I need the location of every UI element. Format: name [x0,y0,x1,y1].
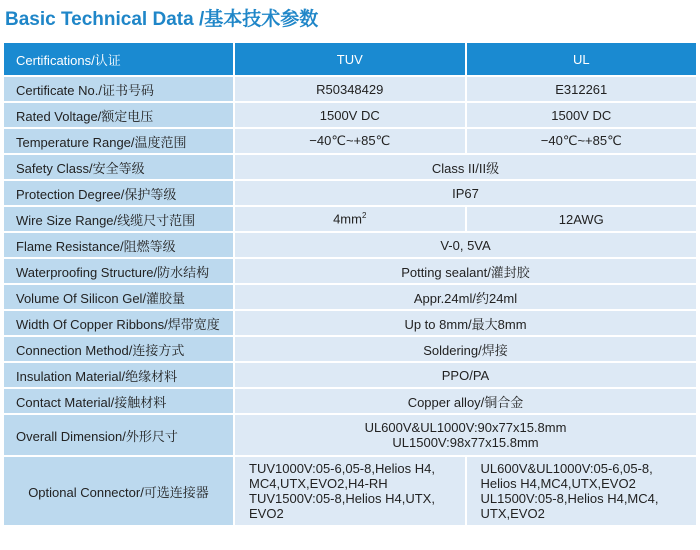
row-label: Width Of Copper Ribbons/焊带宽度 [4,311,233,335]
ul-value: 1500V DC [467,103,697,127]
shared-value: Copper alloy/铜合金 [235,389,696,413]
table-row [4,311,696,335]
tuv-value: R50348429 [235,77,465,101]
table-row [4,129,696,153]
ul-value: 12AWG [467,207,697,231]
dimension-line: UL600V&UL1000V:90x77x15.8mm [364,420,567,435]
table-row [4,259,696,283]
row-label: Contact Material/接触材料 [4,389,233,413]
connector-line: UL600V&UL1000V:05-6,05-8, [480,461,653,476]
ul-value: −40℃~+85℃ [467,129,697,153]
shared-value: Potting sealant/灌封胶 [235,259,696,283]
shared-value: Up to 8mm/最大8mm [235,311,696,335]
row-label: Connection Method/连接方式 [4,337,233,361]
shared-value: IP67 [235,181,696,205]
table-row [4,363,696,387]
row-label: Optional Connector/可选连接器 [4,457,233,525]
shared-value [235,415,696,455]
table-row [4,337,696,361]
ul-value: E312261 [467,77,697,101]
page-title: Basic Technical Data /基本技术参数 [5,9,319,30]
row-label: Flame Resistance/阻燃等级 [4,233,233,257]
row-label: Wire Size Range/线缆尺寸范围 [4,207,233,231]
wire-size-value: 4mm [333,211,362,227]
header-ul: UL [467,43,697,75]
ul-value [467,457,697,525]
table-row [4,389,696,413]
table-row [4,77,696,101]
connector-line: UL1500V:05-8,Helios H4,MC4, [480,491,659,506]
shared-value: PPO/PA [235,363,696,387]
table-row [4,155,696,179]
table-row [4,233,696,257]
header-tuv: TUV [235,43,465,75]
tuv-value [235,457,465,525]
row-label: Temperature Range/温度范围 [4,129,233,153]
connector-line: Helios H4,MC4,UTX,EVO2 [480,476,636,491]
superscript: 2 [361,211,367,221]
row-label: Safety Class/安全等级 [4,155,233,179]
table-row [4,103,696,127]
row-label: Insulation Material/绝缘材料 [4,363,233,387]
tuv-value [235,207,465,231]
row-label: Certificate No./证书号码 [4,77,233,101]
shared-value: Appr.24ml/约24ml [235,285,696,309]
table-row [4,457,696,525]
table-row [4,181,696,205]
shared-value: Class II/II级 [235,155,696,179]
header-label: Certifications/认证 [4,43,233,75]
connector-line: EVO2 [249,506,284,521]
connector-line: UTX,EVO2 [480,506,545,521]
connector-line: TUV1500V:05-8,Helios H4,UTX, [249,491,435,506]
row-label: Waterproofing Structure/防水结构 [4,259,233,283]
dimension-line: UL1500V:98x77x15.8mm [392,435,539,450]
tuv-value: −40℃~+85℃ [235,129,465,153]
table-header-row [4,43,696,75]
technical-data-table [2,41,698,527]
row-label: Rated Voltage/额定电压 [4,103,233,127]
table-row [4,415,696,455]
row-label: Volume Of Silicon Gel/灌胶量 [4,285,233,309]
connector-line: TUV1000V:05-6,05-8,Helios H4, [249,461,435,476]
table-row [4,285,696,309]
row-label: Overall Dimension/外形尺寸 [4,415,233,455]
table-row [4,207,696,231]
shared-value: Soldering/焊接 [235,337,696,361]
connector-line: MC4,UTX,EVO2,H4-RH [249,476,388,491]
tuv-value: 1500V DC [235,103,465,127]
shared-value: V-0, 5VA [235,233,696,257]
row-label: Protection Degree/保护等级 [4,181,233,205]
